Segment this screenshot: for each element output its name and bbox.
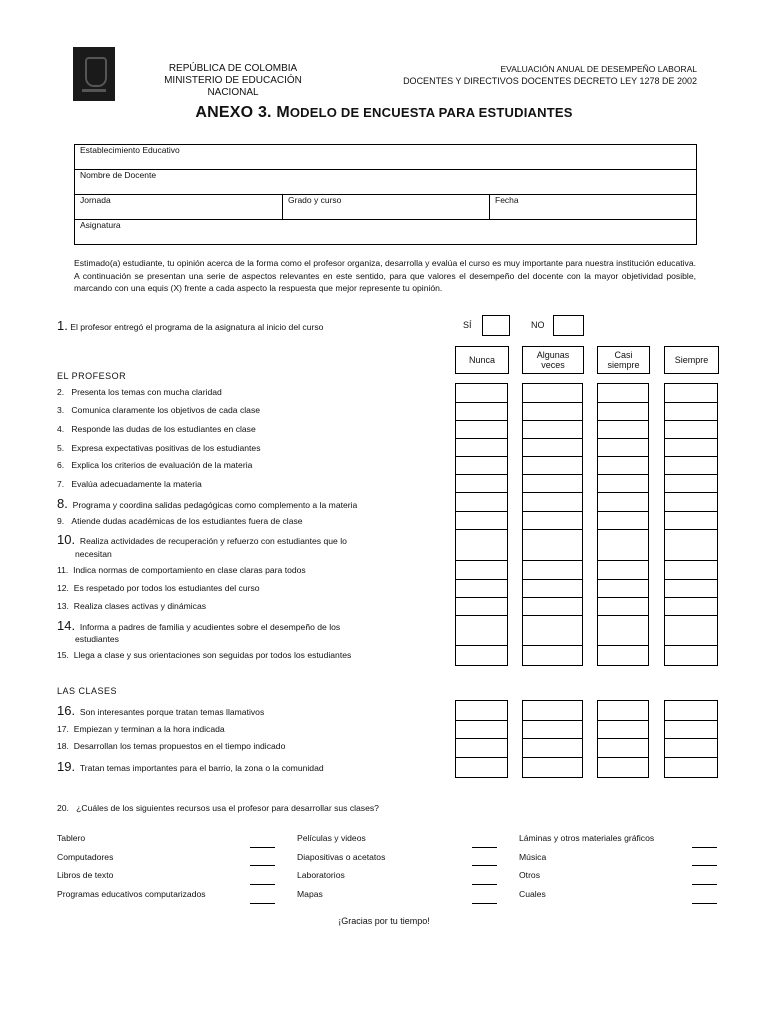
header-right: [390, 63, 697, 87]
rating-checkbox[interactable]: [664, 700, 718, 721]
item-19: 19. Tratan temas importantes para el barrio, la zona o la comunidad: [57, 759, 324, 774]
item-7: 7. Evalúa adecuadamente la materia: [57, 479, 202, 489]
rating-checkbox[interactable]: [455, 700, 508, 721]
item-3: 3. Comunica claramente los objetivos de cada clase: [57, 405, 261, 415]
rating-checkbox[interactable]: [597, 597, 649, 616]
answer-line[interactable]: [472, 903, 497, 904]
rating-checkbox[interactable]: [455, 738, 508, 758]
rating-checkbox[interactable]: [597, 738, 649, 758]
rating-checkbox[interactable]: [597, 615, 649, 646]
rating-checkbox[interactable]: [664, 645, 718, 666]
item-18: 18. Desarrollan los temas propuestos en el tiempo indicado: [57, 741, 286, 751]
rating-checkbox[interactable]: [522, 560, 583, 580]
rating-checkbox[interactable]: [455, 474, 508, 493]
rating-checkbox[interactable]: [455, 615, 508, 646]
item-4: 4. Responde las dudas de los estudiantes en clase: [57, 424, 256, 434]
resource-cuales: Cuales: [519, 889, 546, 899]
intro-paragraph: Estimado(a) estudiante, tu opinión acerca de la forma como el profesor organiza, desarrolla y evalúa el curso es muy importante para nuestra institución educativa. A continuación se presentan una serie de aspectos relevantes en este sentido, para que valores el desempeño del docente con la mayor objetividad posible, marcando con una equis (X) frente a cada aspecto la respuesta que mejor represente tu opinión.: [74, 258, 696, 294]
rating-checkbox[interactable]: [597, 700, 649, 721]
rating-checkbox[interactable]: [522, 438, 583, 457]
resource-computadores: Computadores: [57, 852, 114, 862]
establecimiento-label: Establecimiento Educativo: [80, 145, 180, 155]
resource-laminas: Láminas y otros materiales gráficos: [519, 833, 655, 843]
rating-checkbox[interactable]: [664, 529, 718, 561]
rating-checkbox[interactable]: [455, 720, 508, 739]
resource-peliculas: Películas y videos: [297, 833, 366, 843]
rating-checkbox[interactable]: [455, 529, 508, 561]
answer-line[interactable]: [472, 884, 497, 885]
grado-label: Grado y curso: [288, 195, 342, 205]
rating-checkbox[interactable]: [597, 402, 649, 421]
fecha-label: Fecha: [495, 195, 519, 205]
rating-checkbox[interactable]: [522, 492, 583, 512]
answer-line[interactable]: [692, 903, 717, 904]
rating-checkbox[interactable]: [455, 511, 508, 530]
resource-laboratorios: Laboratorios: [297, 870, 345, 880]
resource-tablero: Tablero: [57, 833, 86, 843]
fecha-field[interactable]: [489, 195, 696, 219]
rating-checkbox[interactable]: [522, 597, 583, 616]
rating-checkbox[interactable]: [664, 456, 718, 475]
rating-checkbox[interactable]: [455, 438, 508, 457]
rating-checkbox[interactable]: [522, 529, 583, 561]
jornada-label: Jornada: [80, 195, 111, 205]
resource-diapositivas: Diapositivas o acetatos: [297, 852, 386, 862]
rating-checkbox[interactable]: [597, 383, 649, 403]
rating-checkbox[interactable]: [455, 492, 508, 512]
rating-checkbox[interactable]: [597, 456, 649, 475]
rating-checkbox[interactable]: [664, 757, 718, 778]
rating-checkbox[interactable]: [597, 438, 649, 457]
rating-checkbox[interactable]: [522, 579, 583, 598]
resource-mapas: Mapas: [297, 889, 323, 899]
answer-line[interactable]: [692, 847, 717, 848]
coat-of-arms-icon: [85, 57, 107, 87]
page-title: ANEXO 3. MODELO DE ENCUESTA PARA ESTUDIANTES: [195, 104, 573, 121]
rating-checkbox[interactable]: [522, 615, 583, 646]
resource-otros: Otros: [519, 870, 541, 880]
question-20: 20. ¿Cuáles de los siguientes recursos usa el profesor para desarrollar sus clases?: [57, 803, 379, 813]
rating-checkbox[interactable]: [664, 597, 718, 616]
item-14-cont: estudiantes: [75, 634, 119, 644]
answer-line[interactable]: [250, 903, 275, 904]
answer-line[interactable]: [250, 865, 275, 866]
answer-line[interactable]: [472, 865, 497, 866]
rating-checkbox[interactable]: [455, 579, 508, 598]
resource-programas: Programas educativos computarizados: [57, 889, 206, 899]
rating-checkbox[interactable]: [664, 402, 718, 421]
rating-checkbox[interactable]: [522, 420, 583, 439]
item-10: 10. Realiza actividades de recuperación y refuerzo con estudiantes que lo: [57, 532, 347, 547]
rating-checkbox[interactable]: [522, 474, 583, 493]
rating-checkbox[interactable]: [664, 492, 718, 512]
ministry-logo: [73, 47, 115, 101]
item-6: 6. Explica los criterios de evaluación de la materia: [57, 460, 253, 470]
rating-checkbox[interactable]: [664, 560, 718, 580]
rating-checkbox[interactable]: [597, 511, 649, 530]
rating-checkbox[interactable]: [455, 645, 508, 666]
rating-checkbox[interactable]: [455, 757, 508, 778]
rating-checkbox[interactable]: [664, 383, 718, 403]
rating-checkbox[interactable]: [522, 402, 583, 421]
rating-checkbox[interactable]: [522, 511, 583, 530]
evaluation-title: EVALUACIÓN ANUAL DE DESEMPEÑO LABORAL: [500, 64, 697, 74]
rating-checkbox[interactable]: [664, 579, 718, 598]
rating-checkbox[interactable]: [664, 615, 718, 646]
rating-checkbox[interactable]: [597, 474, 649, 493]
rating-checkbox[interactable]: [522, 738, 583, 758]
rating-checkbox[interactable]: [522, 757, 583, 778]
rating-checkbox[interactable]: [597, 420, 649, 439]
rating-checkbox[interactable]: [455, 456, 508, 475]
item-14: 14. Informa a padres de familia y acudientes sobre el desempeño de los: [57, 618, 341, 633]
rating-checkbox[interactable]: [664, 720, 718, 739]
form-row-jornada: [75, 195, 696, 220]
resource-musica: Música: [519, 852, 547, 862]
item-16: 16. Son interesantes porque tratan temas llamativos: [57, 703, 265, 718]
answer-line[interactable]: [250, 884, 275, 885]
item-11: 11. Indica normas de comportamiento en clase claras para todos: [57, 565, 306, 575]
item-13: 13. Realiza clases activas y dinámicas: [57, 601, 207, 611]
rating-checkbox[interactable]: [664, 738, 718, 758]
item-17: 17. Empiezan y terminan a la hora indicada: [57, 724, 225, 734]
answer-line[interactable]: [692, 865, 717, 866]
country-name: REPÚBLICA DE COLOMBIA: [168, 63, 298, 74]
item-8: 8. Programa y coordina salidas pedagógicas como complemento a la materia: [57, 496, 358, 511]
rating-checkbox[interactable]: [522, 700, 583, 721]
rating-checkbox[interactable]: [455, 420, 508, 439]
rating-checkbox[interactable]: [455, 597, 508, 616]
rating-checkbox[interactable]: [455, 383, 508, 403]
rating-checkbox[interactable]: [664, 438, 718, 457]
section-profesor-heading: EL PROFESOR: [57, 371, 127, 381]
asignatura-label: Asignatura: [80, 220, 121, 230]
question-1: 1. El profesor entregó el programa de la asignatura al inicio del curso: [57, 318, 324, 333]
form-row-establecimiento[interactable]: [75, 145, 696, 170]
rating-checkbox[interactable]: [597, 720, 649, 739]
rating-checkbox[interactable]: [522, 456, 583, 475]
rating-checkbox[interactable]: [455, 402, 508, 421]
form-row-asignatura[interactable]: [75, 220, 696, 244]
scale-header-nunca: Nunca: [455, 346, 509, 374]
rating-checkbox[interactable]: [664, 420, 718, 439]
section-clases-heading: LAS CLASES: [57, 686, 118, 696]
rating-checkbox[interactable]: [522, 645, 583, 666]
answer-line[interactable]: [472, 847, 497, 848]
rating-checkbox[interactable]: [597, 492, 649, 512]
rating-checkbox[interactable]: [597, 757, 649, 778]
item-12: 12. Es respetado por todos los estudiantes del curso: [57, 583, 260, 593]
rating-checkbox[interactable]: [522, 383, 583, 403]
item-2: 2. Presenta los temas con mucha claridad: [57, 387, 222, 397]
item-10-cont: necesitan: [75, 549, 112, 559]
no-checkbox[interactable]: [553, 315, 584, 336]
docente-label: Nombre de Docente: [80, 170, 157, 180]
thanks-note: ¡Gracias por tu tiempo!: [338, 916, 430, 926]
rating-checkbox[interactable]: [664, 474, 718, 493]
identification-form: [74, 144, 697, 245]
rating-checkbox[interactable]: [597, 529, 649, 561]
ministry-name: MINISTERIO DE EDUCACIÓN NACIONAL: [164, 75, 302, 98]
yes-checkbox[interactable]: [482, 315, 510, 336]
header-left: [138, 63, 328, 99]
no-label: NO: [531, 320, 545, 330]
item-9: 9. Atiende dudas académicas de los estudiantes fuera de clase: [57, 516, 303, 526]
rating-checkbox[interactable]: [597, 579, 649, 598]
rating-checkbox[interactable]: [597, 645, 649, 666]
answer-line[interactable]: [250, 847, 275, 848]
rating-checkbox[interactable]: [522, 720, 583, 739]
resource-libros: Libros de texto: [57, 870, 114, 880]
rating-checkbox[interactable]: [664, 511, 718, 530]
scale-header-algunas-veces: Algunas veces: [522, 346, 584, 374]
scale-header-casi-siempre: Casi siempre: [597, 346, 650, 374]
answer-line[interactable]: [692, 884, 717, 885]
form-row-docente[interactable]: [75, 170, 696, 195]
rating-checkbox[interactable]: [455, 560, 508, 580]
scale-header-siempre: Siempre: [664, 346, 719, 374]
item-15: 15. Llega a clase y sus orientaciones son seguidas por todos los estudiantes: [57, 650, 352, 660]
rating-checkbox[interactable]: [597, 560, 649, 580]
decree-line: DOCENTES Y DIRECTIVOS DOCENTES DECRETO LEY 1278 DE 2002: [403, 76, 697, 86]
yes-label: SÍ: [463, 320, 472, 330]
item-5: 5. Expresa expectativas positivas de los estudiantes: [57, 443, 261, 453]
